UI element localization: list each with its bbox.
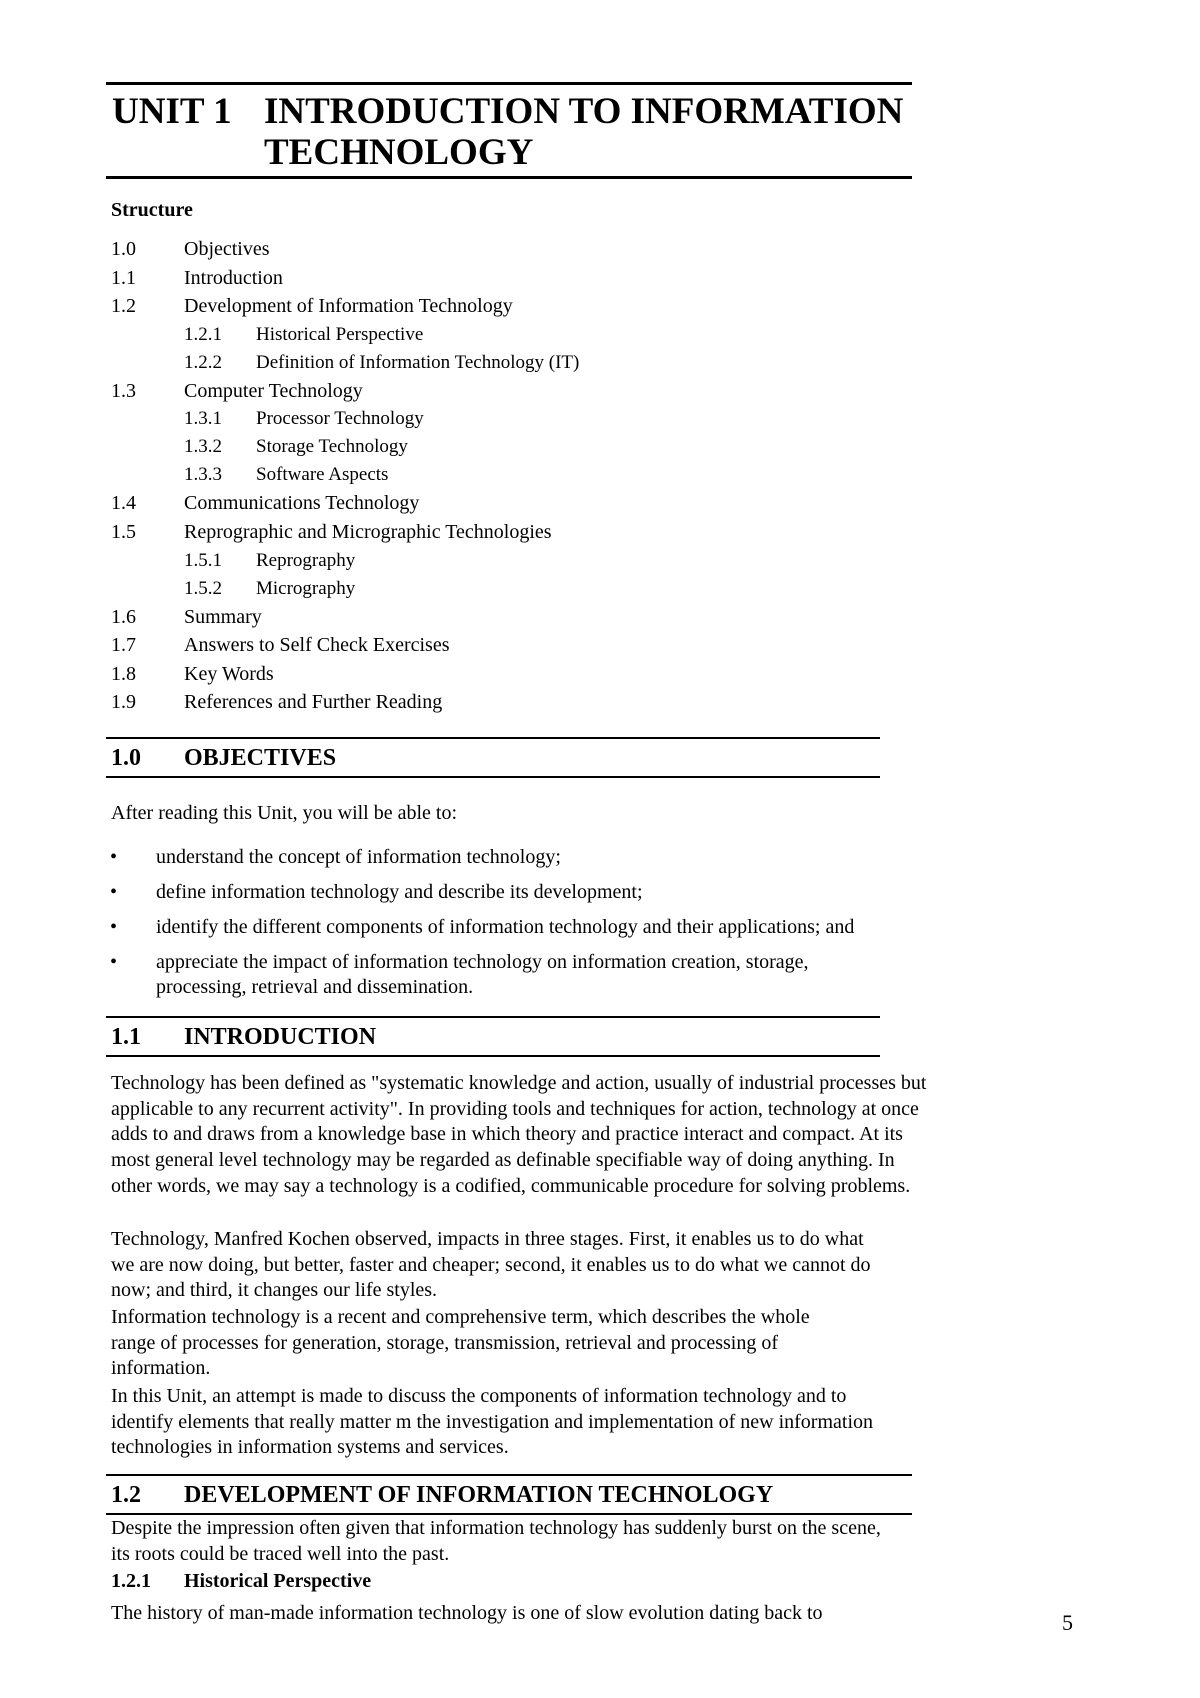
toc-number: 1.8 — [111, 662, 136, 685]
toc-label: Reprographic and Micrographic Technologies — [184, 520, 552, 543]
toc-number: 1.2.2 — [184, 351, 222, 373]
page-number: 5 — [1062, 1610, 1073, 1635]
toc-label: Storage Technology — [256, 436, 408, 458]
toc-item[interactable] — [111, 239, 811, 268]
toc-label: Introduction — [184, 266, 283, 289]
toc-label: Communications Technology — [184, 492, 420, 515]
section-number: 1.2 — [111, 1482, 141, 1508]
toc-subitem[interactable] — [111, 437, 811, 465]
toc-number: 1.5 — [111, 520, 136, 543]
toc-number: 1.3.2 — [184, 436, 222, 458]
objectives-list — [108, 845, 958, 1010]
toc-subitem[interactable] — [111, 409, 811, 437]
toc-subitem[interactable] — [111, 579, 811, 607]
structure-heading: Structure — [111, 199, 193, 221]
toc-item[interactable] — [111, 493, 811, 522]
list-item-text: understand the concept of information technology; — [156, 846, 561, 868]
toc-label: Processor Technology — [256, 408, 424, 430]
toc-label: References and Further Reading — [184, 691, 443, 714]
objectives-intro: After reading this Unit, you will be able to: — [111, 802, 458, 824]
bullet-icon: • — [110, 881, 118, 903]
toc-subitem[interactable] — [111, 551, 811, 579]
unit-title — [106, 82, 912, 179]
toc-label: Computer Technology — [184, 379, 363, 402]
toc-number: 1.7 — [111, 634, 136, 657]
bullet-icon: • — [110, 916, 118, 938]
toc-number: 1.1 — [111, 266, 136, 289]
section-heading-introduction — [106, 1016, 880, 1057]
toc-subitem[interactable] — [111, 465, 811, 493]
toc-number: 1.2 — [111, 295, 136, 318]
toc-item[interactable] — [111, 692, 811, 721]
unit-title-line1: INTRODUCTION TO INFORMATION — [264, 91, 904, 132]
toc-label: Answers to Self Check Exercises — [184, 634, 450, 657]
intro-paragraph-4: In this Unit, an attempt is made to discuss the components of information technology and to identify elements that really matter m the investigation and implementation of new information technologies in information systems and services. — [111, 1385, 874, 1459]
section-title: DEVELOPMENT OF INFORMATION TECHNOLOGY — [184, 1482, 774, 1508]
toc-number: 1.3.1 — [184, 408, 222, 430]
toc-subitem[interactable] — [111, 353, 811, 381]
toc-number: 1.4 — [111, 492, 136, 515]
toc-number: 1.6 — [111, 605, 136, 628]
list-item-text: appreciate the impact of information technology on information creation, storage, processing, retrieval and dissemination. — [156, 951, 809, 998]
list-item — [108, 950, 958, 1000]
section-heading-development — [106, 1474, 912, 1515]
toc-item[interactable] — [111, 268, 811, 297]
toc-number: 1.9 — [111, 691, 136, 714]
unit-title-line2: TECHNOLOGY — [264, 132, 534, 173]
intro-paragraph-1: Technology has been defined as "systematic knowledge and action, usually of industrial processes but applicable to any recurrent activity". In providing tools and techniques for action, technology at once adds to and draws from a knowledge base in which theory and practice interact and compact. At its most general level technology may be regarded as definable specifiable way of doing anything. In other words, we may say a technology is a codified, communicable procedure for solving problems. — [111, 1072, 927, 1197]
subsection-heading — [111, 1570, 371, 1593]
toc-number: 1.3 — [111, 379, 136, 402]
list-item-text: define information technology and describe its development; — [156, 881, 643, 903]
toc-item[interactable] — [111, 607, 811, 636]
toc-number: 1.3.3 — [184, 464, 222, 486]
toc-label: Reprography — [256, 549, 356, 571]
section-title: OBJECTIVES — [184, 745, 337, 771]
bullet-icon: • — [110, 951, 118, 973]
toc-label: Micrography — [256, 577, 356, 599]
intro-paragraph-3: Information technology is a recent and comprehensive term, which describes the whole range of processes for generation, storage, transmission, retrieval and processing of information. — [111, 1306, 810, 1380]
toc-label: Summary — [184, 605, 262, 628]
toc-item[interactable] — [111, 381, 811, 410]
subsection-number: 1.2.1 — [111, 1570, 151, 1592]
intro-paragraph-2: Technology, Manfred Kochen observed, impacts in three stages. First, it enables us to do what we are now doing, but better, faster and cheaper; second, it enables us to do what we cannot do now; and third, it changes our life styles. — [111, 1228, 871, 1302]
toc-number: 1.0 — [111, 238, 136, 260]
toc-label: Definition of Information Technology (IT) — [256, 351, 580, 373]
section-number: 1.0 — [111, 745, 141, 771]
unit-title-text — [264, 91, 903, 173]
section-heading-objectives — [106, 737, 880, 778]
development-paragraph: Despite the impression often given that information technology has suddenly burst on the scene, its roots could be traced well into the past. — [111, 1517, 881, 1565]
list-item — [108, 845, 958, 870]
table-of-contents — [111, 239, 811, 721]
toc-label: Development of Information Technology — [184, 295, 513, 318]
unit-number: UNIT 1 — [112, 91, 232, 132]
toc-number: 1.5.1 — [184, 549, 222, 571]
section-number: 1.1 — [111, 1024, 141, 1050]
toc-label: Key Words — [184, 662, 274, 685]
toc-label: Software Aspects — [256, 464, 389, 486]
list-item — [108, 915, 958, 940]
toc-label: Historical Perspective — [256, 323, 424, 345]
toc-item[interactable] — [111, 635, 811, 664]
section-title: INTRODUCTION — [184, 1024, 377, 1050]
toc-subitem[interactable] — [111, 325, 811, 353]
toc-item[interactable] — [111, 664, 811, 693]
toc-number: 1.2.1 — [184, 323, 222, 345]
list-item-text: identify the different components of information technology and their applications; and — [156, 916, 855, 938]
list-item — [108, 880, 958, 905]
historical-paragraph: The history of man-made information technology is one of slow evolution dating back to — [111, 1602, 823, 1624]
toc-item[interactable] — [111, 296, 811, 325]
toc-number: 1.5.2 — [184, 577, 222, 599]
subsection-title: Historical Perspective — [184, 1570, 372, 1592]
bullet-icon: • — [110, 846, 118, 868]
toc-label: Objectives — [184, 238, 270, 260]
toc-item[interactable] — [111, 522, 811, 551]
